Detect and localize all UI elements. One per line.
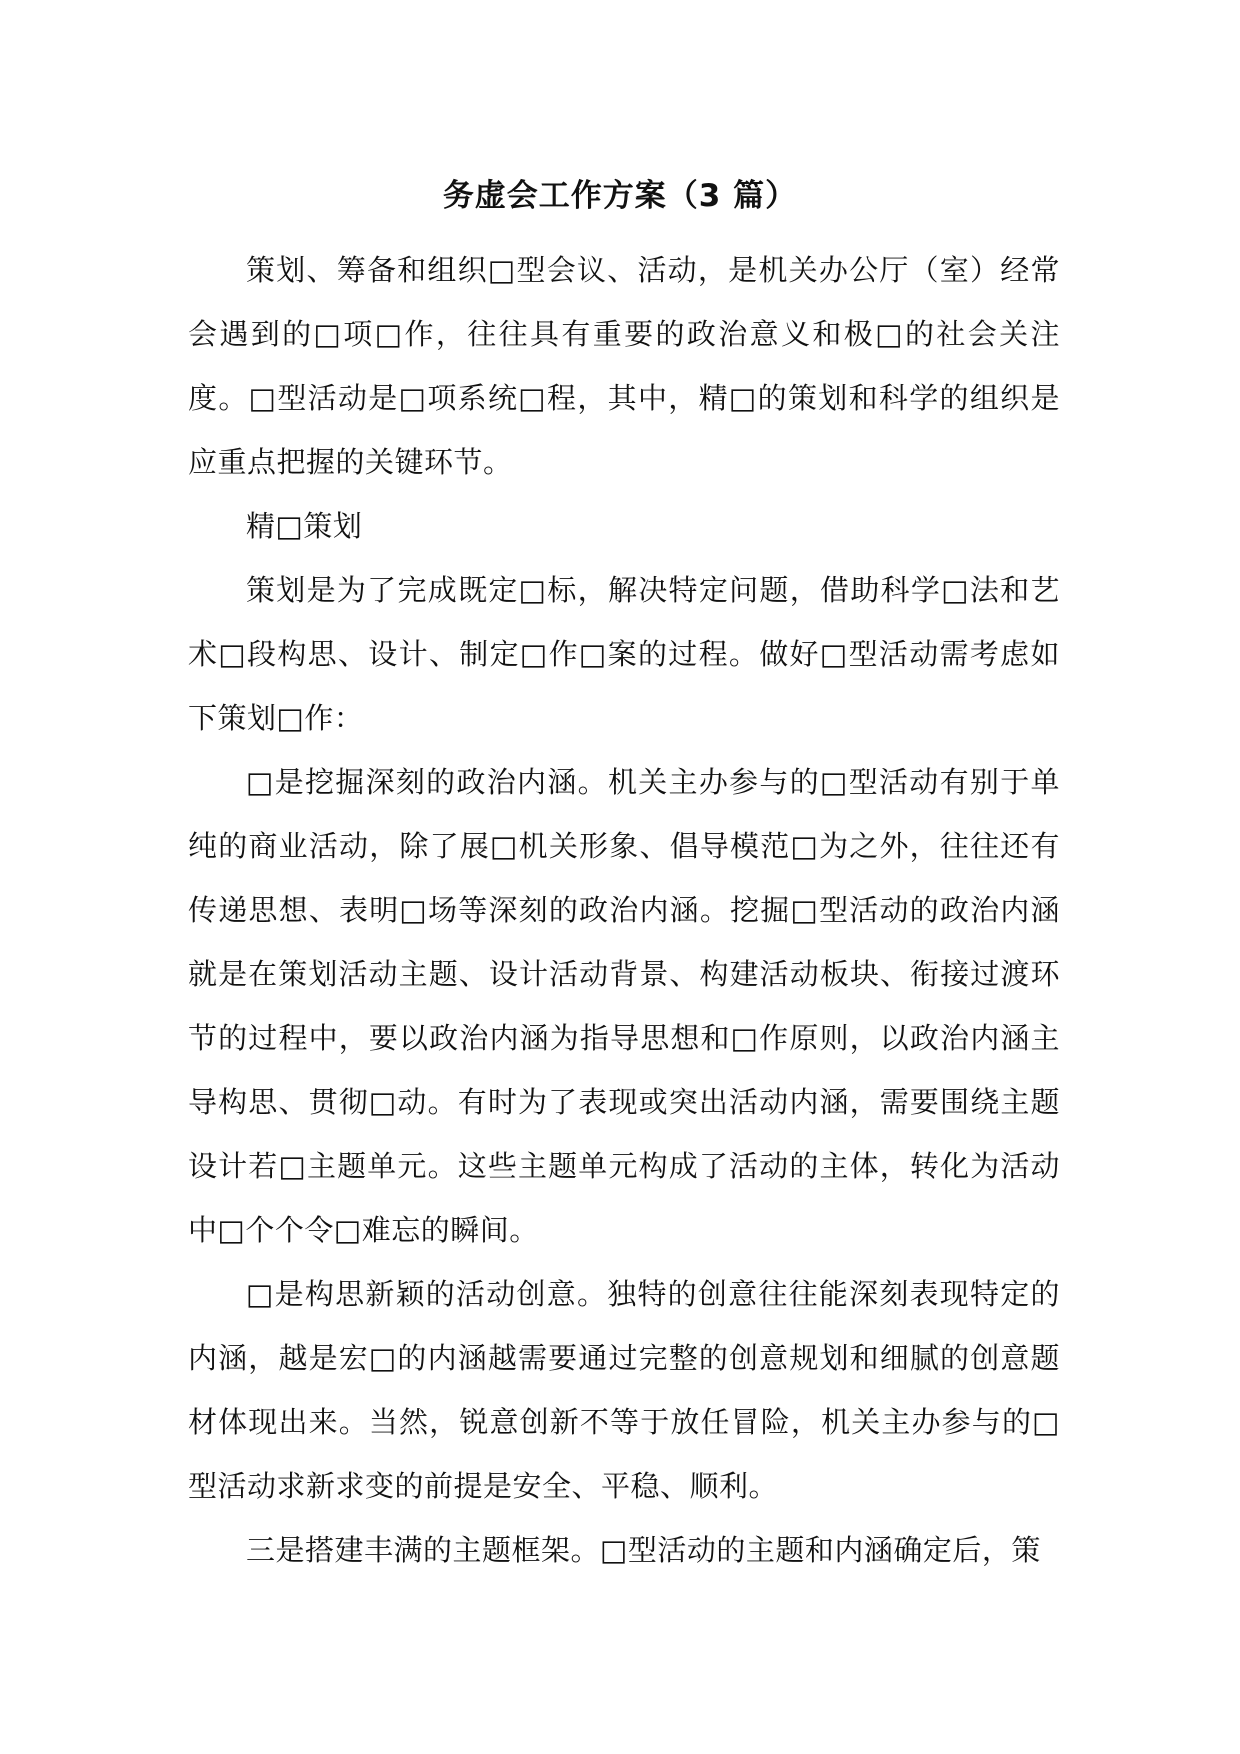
document-title: 务虚会工作方案（3 篇） bbox=[442, 178, 798, 214]
paragraph-point-three: 三是搭建丰满的主题框架。□型活动的主题和内涵确定后，策 bbox=[246, 1533, 1041, 1567]
paragraph-point-one: □是挖掘深刻的政治内涵。机关主办参与的□型活动有别于单纯的商业活动，除了展□机关形象、倡导模范□为之外，往往还有传递思想、表明□场等深刻的政治内涵。挖掘□型活动的政治内涵就是在策划活动主题、设计活动背景、构建活动板块、衔接过渡环节的过程中，要以政治内涵为指导思想和□作原则，以政治内涵主导构思、贯彻□动。有时为了表现或突出活动内涵，需要围绕主题设计若□主题单元。这些主题单元构成了活动的主体，转化为活动中□个个令□难忘的瞬间。 bbox=[188, 765, 1060, 1247]
paragraph-point-two: □是构思新颖的活动创意。独特的创意往往能深刻表现特定的内涵，越是宏□的内涵越需要通过完整的创意规划和细腻的创意题材体现出来。当然，锐意创新不等于放任冒险，机关主办参与的□型活动求新求变的前提是安全、平稳、顺利。 bbox=[188, 1277, 1060, 1503]
paragraph-planning: 策划是为了完成既定□标，解决特定问题，借助科学□法和艺术□段构思、设计、制定□作□案的过程。做好□型活动需考虑如下策划□作： bbox=[188, 573, 1060, 735]
section-heading: 精□策划 bbox=[246, 509, 363, 543]
paragraph-intro: 策划、筹备和组织□型会议、活动，是机关办公厅（室）经常会遇到的□项□作，往往具有重要的政治意义和极□的社会关注度。□型活动是□项系统□程，其中，精□的策划和科学的组织是应重点把握的关键环节。 bbox=[188, 253, 1060, 479]
document-body bbox=[188, 238, 1060, 1582]
